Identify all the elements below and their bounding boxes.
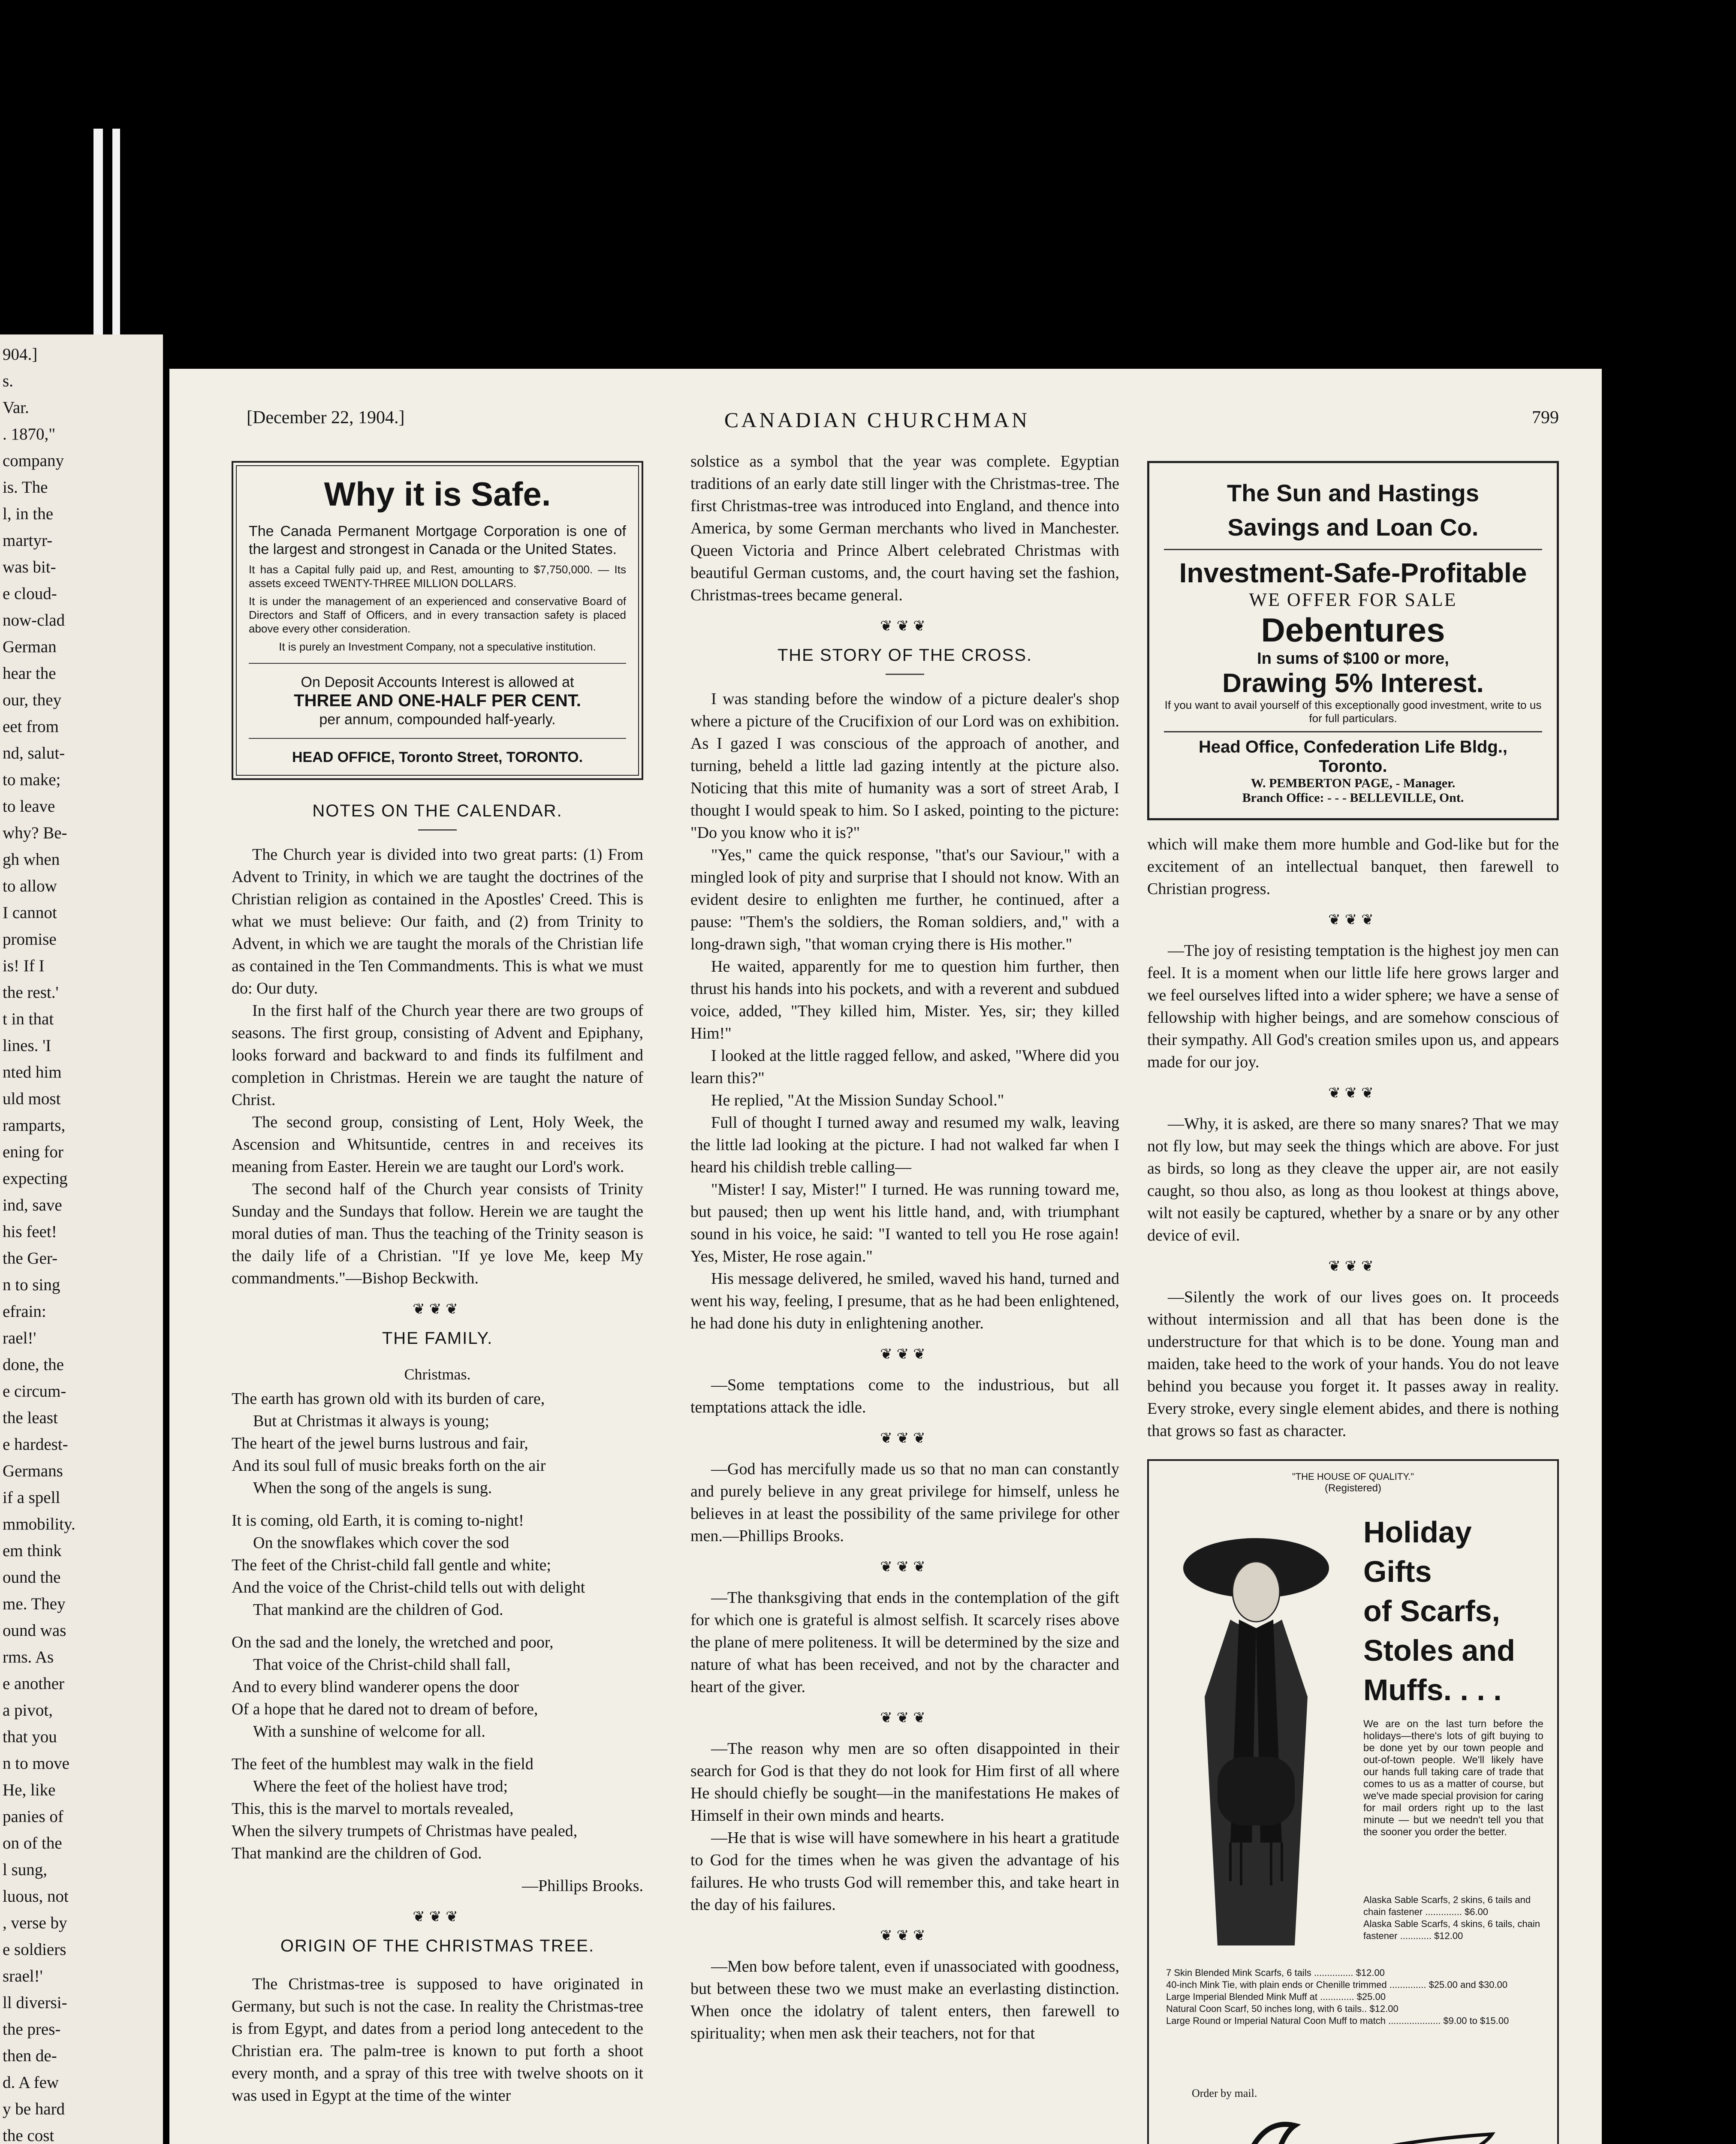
ad-registered: (Registered) [1324,1482,1382,1494]
ad-office: HEAD OFFICE, Toronto Street, TORONTO. [292,749,583,765]
previous-page-fragment: I cannot [3,903,57,922]
short-item: —Men bow before talent, even if unassociated with goodness, but between these two we must make an everlasting distinction. When once the idolatry of talent enters, then farewell to spirituality; when men ask their teachers, not for that [690,1957,1119,2042]
ad-debentures: Debentures [1261,611,1445,649]
price-item: Large Imperial Blended Mink Muff at ............. $25.00 [1166,1991,1386,2002]
ad-fairweathers [1147,1459,1559,2144]
previous-page-fragment: his feet! [3,1223,57,1241]
previous-page-fragment: is. The [3,478,48,497]
ad-house-of-quality: "THE HOUSE OF QUALITY." [1292,1471,1414,1482]
previous-page-fragment: rael!' [3,1329,36,1347]
short-item: —Silently the work of our lives goes on. It proceeds without intermission and all that has been done is the understructure for that which is to be done. Young man and maiden, take heed to the work of your hands. You do not leave behind you because you forget it. It passes away in reality. Every stroke, every single element abides, and there is nothing that grows so fast as character. [1147,1288,1559,1440]
price-item: 7 Skin Blended Mink Scarfs, 6 tails ............... $12.00 [1166,1967,1385,1978]
poem-line: That mankind are the children of God. [253,1601,503,1619]
previous-page-fragment: the Ger- [3,1249,58,1268]
previous-page-fragment: t in that [3,1010,54,1028]
previous-page-fragment: e hardest- [3,1435,68,1454]
short-item: —Why, it is asked, are there so many snares? That we may not fly low, but may seek the things which are above. For just as birds, so long as they cleave the upper air, are not easily caught, so thou also, as long as thou lookest at things above, wilt not easily be captured, whether by a snare or by any other device of evil. [1147,1115,1559,1244]
notes-heading: NOTES ON THE CALENDAR. [312,801,563,820]
ad-intro: The Canada Permanent Mortgage Corporation is one of the largest and strongest in Canada or the United States. [249,523,626,557]
previous-page-fragment: why? Be- [3,824,67,842]
short-item: —The reason why men are so often disappointed in their search for God is that they do not look for Him first of all where He should chiefly be sought—in the manifestations He makes of Himself in their own minds and hearts. [690,1740,1119,1825]
poem-line: The feet of the humblest may walk in the field [232,1755,533,1773]
notes-paragraph: The second half of the Church year consists of Trinity Sunday and the Sundays that follow. Herein we are taught the moral duties of man. Thus the teaching of the Trinity season is the daily life of a Christian. "If ye love Me, keep My commandments."—Bishop Beckwith. [232,1180,643,1287]
previous-page-fragment: the rest.' [3,983,59,1002]
column-right [1147,461,1559,2144]
short-item: —Some temptations come to the industrious, but all temptations attack the idle. [690,1376,1119,1416]
previous-page-fragment: now-clad [3,611,65,629]
previous-page-fragment: y be hard [3,2100,65,2118]
poem-line: And the voice of the Christ-child tells out with delight [232,1578,585,1596]
headline-line: Muffs. . . . [1363,1673,1502,1707]
column-middle [690,450,1119,2045]
ad-sun-hastings [1147,461,1559,820]
poem-title: Christmas. [404,1366,471,1383]
poem-line: On the snowflakes which cover the sod [253,1534,509,1552]
previous-page-fragment: hear the [3,664,56,683]
previous-page-fragment: rms. As [3,1648,54,1666]
poem-stanza [232,1753,643,1864]
poem-line: On the sad and the lonely, the wretched and poor, [232,1633,554,1651]
ornament: ❦❦❦ [413,1909,462,1925]
notes-paragraph: The second group, consisting of Lent, Holy Week, the Ascension and Whitsuntide, centres in and receives its meaning from Easter. Herein we are taught our Lord's work. [232,1113,643,1176]
previous-page-fragment: mmobility. [3,1515,75,1533]
continuation-paragraph: solstice as a symbol that the year was complete. Egyptian traditions of an early date still linger with the Christmas-tree. The first Christmas-tree was introduced into England, and thence into America, by some German merchants who lived in Manchester. Queen Victoria and Prince Albert celebrated Christmas with beautiful German customs, and, the court having set the fashion, Christmas-trees became general. [690,452,1119,604]
previous-page-fragment: German [3,638,57,656]
price-item: Natural Coon Scarf, 50 inches long, with 6 tails.. $12.00 [1166,2003,1398,2014]
previous-page-fragment: e cloud- [3,584,57,603]
poem-stanza [232,1509,643,1621]
short-item: —He that is wise will have somewhere in his heart a gratitude to God for the times when he was given the advantage of his failures. He who trusts God will remember this, and take heart in the day of his failures. [690,1829,1119,1914]
previous-page-fragment: Var. [3,398,29,417]
ornament: ❦❦❦ [880,618,930,634]
ad-capital: It has a Capital fully paid up, and Rest, amounting to $7,750,000. — Its assets exceed TWENTY-THREE MILLION DOLLARS. [249,563,626,590]
poem-stanza [232,1388,643,1499]
ornament: ❦❦❦ [880,1559,930,1575]
notes-paragraph: The Church year is divided into two great parts: (1) From Advent to Trinity, in which we are taught the doctrines of the Christian religion as contained in the Apostles' Creed. This is what we must believe: Our faith, and (2) from Trinity to Advent, in which we are taught the morals of the Christian life as contained in the Ten Commandments. This is what we must do: Our duty. [232,846,643,997]
headline-line: of Scarfs, [1363,1594,1500,1628]
ad-price-list-right [1363,1894,1543,1942]
headline-line: Stoles and [1363,1634,1515,1667]
ad-purely: It is purely an Investment Company, not a speculative institution. [279,640,596,653]
poem-line: This, this is the marvel to mortals revealed, [232,1800,514,1818]
previous-page-fragment: ll diversi- [3,1993,67,2012]
story-paragraph: He replied, "At the Mission Sunday School." [711,1091,1004,1109]
poem-line: With a sunshine of welcome for all. [253,1722,485,1740]
previous-page-fragment: to allow [3,877,57,895]
price-item: Alaska Sable Scarfs, 2 skins, 6 tails and chain fastener .............. $6.00 [1363,1894,1531,1917]
ornament: ❦❦❦ [880,1346,930,1362]
continuation-paragraph: which will make them more humble and God-like but for the excitement of an intellectual banquet, then farewell to Christian progress. [1147,835,1559,898]
story-heading: THE STORY OF THE CROSS. [777,646,1033,665]
poem-line: When the silvery trumpets of Christmas have pealed, [232,1822,578,1840]
story-paragraph: His message delivered, he smiled, waved his hand, turned and went his way, feeling, I presume, that as he had been enlightened, he had done his duty in enlightening another. [690,1270,1119,1332]
price-item: Alaska Sable Scarfs, 4 skins, 6 tails, chain fastener ............ $12.00 [1363,1918,1540,1941]
previous-page-fragment: if a spell [3,1488,60,1507]
poem-line: Of a hope that he dared not to dream of before, [232,1700,538,1718]
price-item: 40-inch Mink Tie, with plain ends or Chenille trimmed .............. $25.00 and $30.00 [1166,1979,1508,1990]
previous-page-fragment: e another [3,1674,65,1693]
poem-line: It is coming, old Earth, it is coming to-night! [232,1512,524,1530]
previous-page-fragment: luous, not [3,1887,69,1906]
previous-page-fragment: eet from [3,717,59,736]
ornament: ❦❦❦ [880,1710,930,1726]
page-header [169,407,1602,433]
previous-page-fragment: is! If I [3,957,45,975]
previous-page-fragment: promise [3,930,57,949]
story-paragraph: He waited, apparently for me to question him further, then thrust his hands into his pockets, and with a reverent and subdued voice, added, "They killed him, Mister. Yes, sir; they killed Him!" [690,958,1119,1042]
origin-heading: ORIGIN OF THE CHRISTMAS TREE. [280,1936,595,1955]
previous-page-fragment: the least [3,1409,58,1427]
ad-headline: Why it is Safe. [324,475,551,513]
previous-page-fragment: panies of [3,1807,63,1826]
previous-page-fragment: s. [3,372,13,390]
previous-page-fragment: . 1870," [3,425,56,443]
previous-page-fragment: ound the [3,1568,61,1587]
poem-line: The earth has grown old with its burden of care, [232,1390,545,1408]
ad-compounded: per annum, compounded half-yearly. [319,711,556,728]
ad-manager: W. PEMBERTON PAGE, - Manager. [1251,776,1456,790]
story-paragraph: I looked at the little ragged fellow, and asked, "Where did you learn this?" [690,1047,1119,1087]
short-item: —The thanksgiving that ends in the contemplation of the gift for which one is grateful is almost selfish. It scarcely rises above the plane of mere politeness. It will be determined by the size and nature of what has been received, and not by the character and heart of the giver. [690,1589,1119,1696]
ornament: ❦❦❦ [1328,912,1378,928]
previous-page-fragment: e soldiers [3,1940,66,1959]
previous-page-fragment: ind, save [3,1196,62,1214]
previous-page-fragment: He, like [3,1781,56,1799]
origin-paragraph: The Christmas-tree is supposed to have originated in Germany, but such is not the case. In reality the Christmas-tree is from Egypt, and dates from a period long antecedent to the Christian era. The palm-tree is known to put forth a shoot every month, and a spray of this tree with twelve shoots on it was used in Egypt at the time of the winter [232,1975,643,2105]
previous-page-fragment: nted him [3,1063,62,1081]
ad-offer: WE OFFER FOR SALE [1249,589,1457,610]
poem [232,1388,643,1897]
poem-line: And to every blind wanderer opens the door [232,1678,519,1696]
notes-paragraph: In the first half of the Church year there are two groups of seasons. The first group, consisting of Advent and Epiphany, looks forward and backward to and finds its fulfilment and completion in Christmas. Herein we are taught the nature of Christ. [232,1002,643,1109]
ad-head-office: Head Office, Confederation Life Bldg., Toronto. [1198,738,1508,776]
ad-management: It is under the management of an experienced and conservative Board of Directors and Staff of Officers, and in every transaction safety is placed above every other consideration. [249,595,626,635]
poem-line: The heart of the jewel burns lustrous and fair, [232,1434,528,1452]
ad-sums: In sums of $100 or more, [1257,650,1449,668]
ornament: ❦❦❦ [1328,1259,1378,1274]
previous-page-fragment: uld most [3,1090,61,1108]
ad-company-line: Savings and Loan Co. [1227,514,1479,541]
ornament: ❦❦❦ [880,1928,930,1944]
previous-page-fragment: nd, salut- [3,744,65,762]
previous-page-fragment: lines. 'I [3,1036,51,1055]
previous-page-fragment: expecting [3,1169,68,1188]
previous-page-fragment: the pres- [3,2020,61,2039]
ad-price-list-wide [1166,1967,1535,2027]
poem-line: When the song of the angels is sung. [253,1479,492,1497]
previous-page-fragment: efrain: [3,1302,46,1321]
story-paragraph: "Mister! I say, Mister!" I turned. He was running toward me, but paused; then up went his little hand, and, with triumphant sound in his voice, he said: "I wanted to tell you He rose again! Yes, Mister, He rose again." [690,1180,1119,1265]
ad-branch: Branch Office: - - - BELLEVILLE, Ont. [1242,791,1464,805]
price-item: Large Round or Imperial Natural Coon Muff to match .................... $9.00 to $15.00 [1166,2015,1509,2026]
poem-stanza [232,1631,643,1743]
previous-page-fragment: l, in the [3,505,54,523]
poem-line: And its soul full of music breaks forth on the air [232,1457,546,1475]
previous-page-fragment: , verse by [3,1914,67,1932]
previous-page-fragment: l sung, [3,1861,48,1879]
previous-page-fragment: e circum- [3,1382,66,1400]
previous-page-fragment: Germans [3,1462,63,1480]
poem-credit: —Phillips Brooks. [522,1877,643,1895]
headline-line: Holiday Gifts [1363,1515,1472,1588]
previous-page-fragment: company [3,452,64,470]
poem-line: That voice of the Christ-child shall fall, [253,1656,511,1674]
family-heading: THE FAMILY. [382,1329,493,1348]
ad-rate: THREE AND ONE-HALF PER CENT. [294,691,581,710]
previous-page-fragment: done, the [3,1355,64,1374]
previous-page-fragment: was bit- [3,558,56,576]
previous-page-fragment: our, they [3,691,62,709]
poem-line: Where the feet of the holiest have trod; [253,1777,508,1795]
newspaper-page [169,369,1602,2144]
fairweathers-signature-logo [1235,2108,1501,2144]
masthead-title: CANADIAN CHURCHMAN [724,408,1030,432]
poem-line: That mankind are the children of God. [232,1844,482,1862]
previous-page-fragment: to leave [3,797,55,816]
ad-invest: Investment-Safe-Profitable [1164,549,1542,589]
previous-page-fragment: n to sing [3,1276,60,1294]
previous-page-fragment: 904.] [3,345,38,364]
ad-company-line: The Sun and Hastings [1227,479,1480,506]
previous-page-fragment: martyr- [3,531,53,550]
woman-in-furs-illustration [1166,1517,1346,1954]
ad-canada-permanent [232,461,643,780]
ad-holiday-headline [1363,1512,1543,1710]
column-left [232,461,643,2107]
story-paragraph: I was standing before the window of a picture dealer's shop where a picture of the Crucifixion of our Lord was on exhibition. As I gazed I was conscious of the approach of another, and turning, beheld a little lad gazing intently at the picture also. Noticing that this mite of humanity was a sort of street Arab, I thought I would speak to him. So I asked, pointing to the picture: "Do you know who it is?" [690,690,1119,842]
ornament: ❦❦❦ [880,1430,930,1446]
ornament: ❦❦❦ [1328,1085,1378,1101]
previous-page-fragment: ening for [3,1143,63,1161]
ad-drawing: Drawing 5% Interest. [1222,668,1484,698]
page-number: 799 [1532,408,1559,428]
previous-page-fragment: on of the [3,1834,62,1852]
previous-page-fragment: ound was [3,1621,66,1640]
previous-page-fragment: em think [3,1542,62,1560]
short-item: —God has mercifully made us so that no man can constantly and purely believe in any great privilege for himself, unless he believes in at least the possibility of the same privilege for other men.—Phillips Brooks. [690,1460,1119,1545]
previous-page-fragment: me. They [3,1595,66,1613]
previous-page-fragment: then de- [3,2047,57,2065]
ornament: ❦❦❦ [413,1301,462,1317]
previous-page-fragment: a pivot, [3,1701,53,1719]
short-item: —The joy of resisting temptation is the highest joy men can feel. It is a moment when our little life here grows larger and we feel ourselves lifted into a wider sphere; we have a sense of fellowship with higher beings, and are somehow conscious of their sympathy. All God's creation smiles upon us, and appears made for our joy. [1147,942,1559,1071]
previous-page-fragment: the cost [3,2126,54,2144]
story-paragraph: "Yes," came the quick response, "that's our Saviour," with a mingled look of pity and surprise that I should not know. With an evident desire to enlighten me further, he continued, after a pause: "Them's the soldiers, the Roman soldiers, and," with a long-drawn sigh, "that woman crying there is His mother." [690,846,1119,953]
poem-line: But at Christmas it always is young; [253,1412,489,1430]
previous-page-fragment: gh when [3,850,60,869]
previous-page-fragment: to make; [3,771,61,789]
previous-page-fragment: that you [3,1728,57,1746]
ad-blurb: We are on the last turn before the holidays—there's lots of gift buying to be done yet by our town people and out-of-town people. We'll likely have our hands full taking care of trade that comes to us as a matter of course, but we've made special provision for caring for mail orders right up to the last minute — but we needn't tell you that the sooner you order the better. [1363,1718,1543,1838]
previous-page-fragment: n to move [3,1754,69,1773]
ad-deposit: On Deposit Accounts Interest is allowed at [301,674,574,690]
story-paragraph: Full of thought I turned away and resumed my walk, leaving the little lad looking at the picture. I had not walked far when I heard his childish treble calling— [690,1114,1119,1176]
issue-date: [December 22, 1904.] [247,408,405,428]
previous-page-fragment: srael!' [3,1967,43,1985]
previous-page-edge [0,334,163,2144]
previous-page-fragment: ramparts, [3,1116,66,1135]
ad-small: If you want to avail yourself of this exceptionally good investment, write to us for full particulars. [1164,699,1542,732]
ad-order-by-mail: Order by mail. [1192,2087,1257,2099]
previous-page-fragment: d. A few [3,2073,59,2092]
poem-line: The feet of the Christ-child fall gentle and white; [232,1556,551,1574]
